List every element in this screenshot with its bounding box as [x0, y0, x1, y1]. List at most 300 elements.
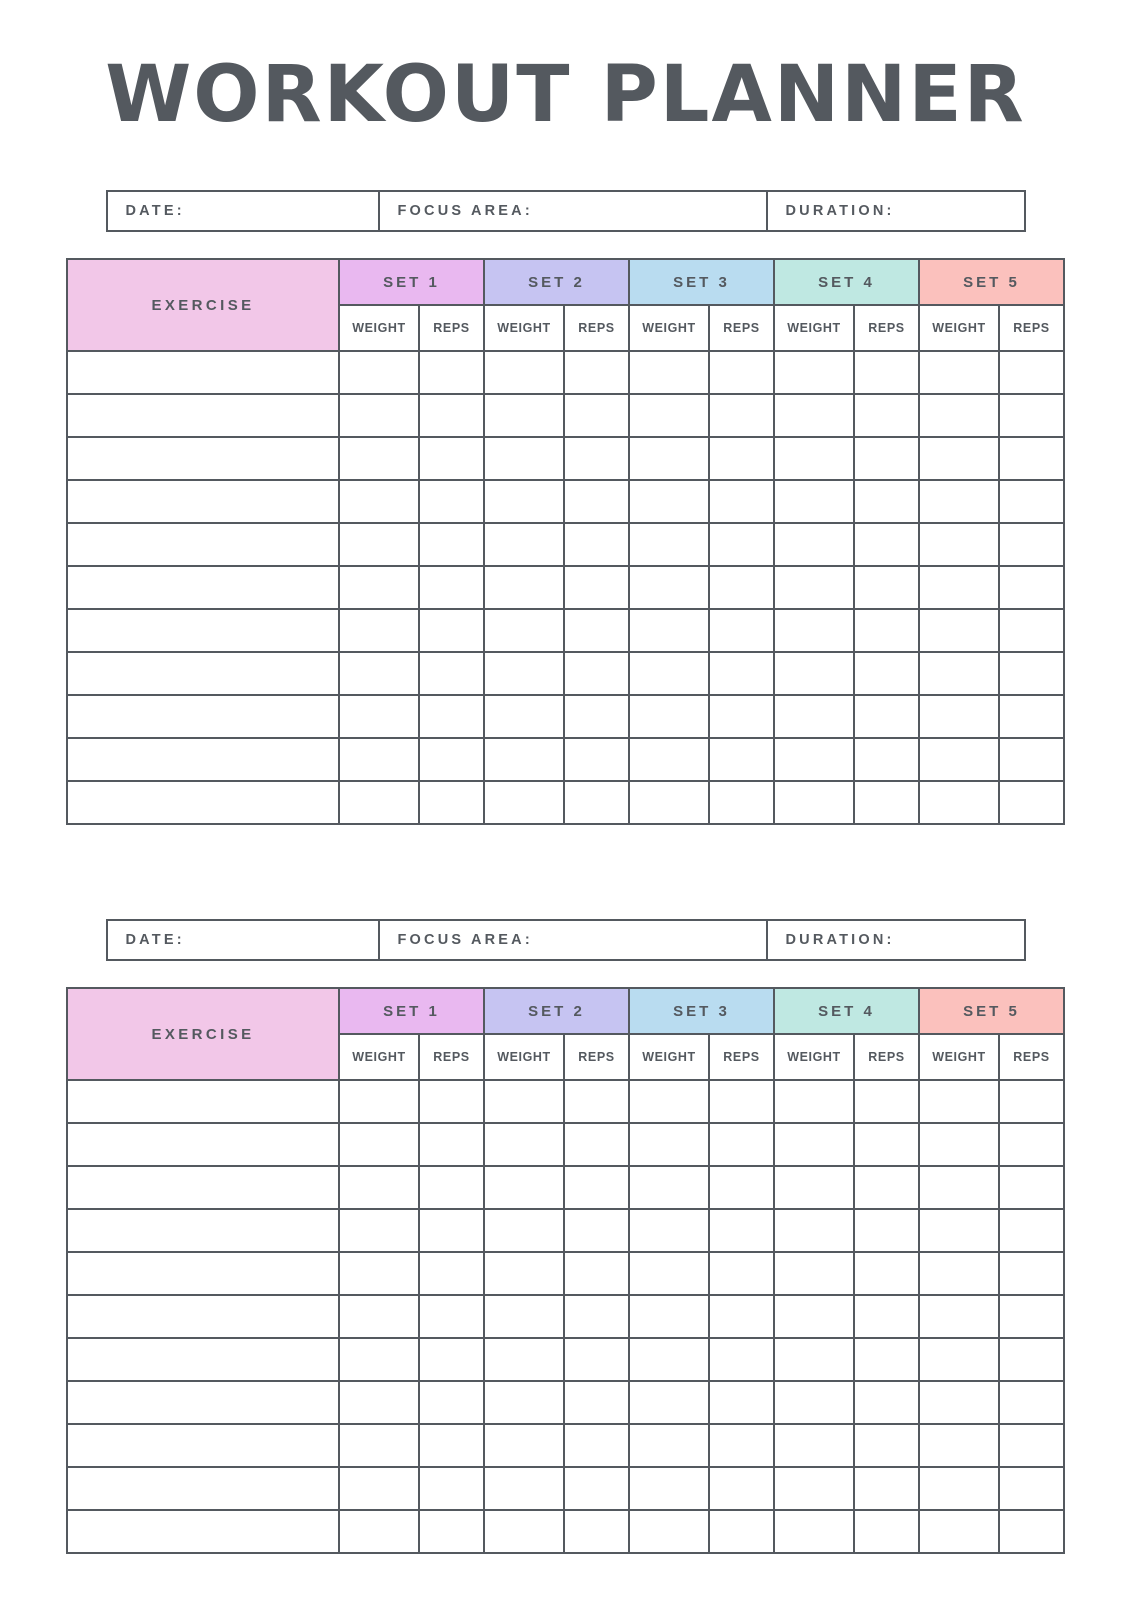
set-2-weight-cell[interactable] [484, 1467, 564, 1510]
set-3-reps-cell[interactable] [709, 1209, 774, 1252]
set-3-reps-cell[interactable] [709, 1381, 774, 1424]
set-2-weight-cell[interactable] [484, 437, 564, 480]
set-5-weight-cell[interactable] [919, 566, 999, 609]
set-2-reps-cell[interactable] [564, 1209, 629, 1252]
set-4-reps-cell[interactable] [854, 1166, 919, 1209]
set-2-weight-cell[interactable] [484, 738, 564, 781]
set-3-weight-header: WEIGHT [629, 1034, 709, 1080]
set-5-reps-cell[interactable] [999, 1424, 1064, 1467]
set-1-weight-cell[interactable] [339, 1080, 419, 1123]
set-5-weight-cell[interactable] [919, 652, 999, 695]
set-5-weight-cell[interactable] [919, 781, 999, 824]
set-3-reps-cell[interactable] [709, 695, 774, 738]
set-4-reps-cell[interactable] [854, 738, 919, 781]
set-1-weight-cell[interactable] [339, 738, 419, 781]
set-4-reps-cell[interactable] [854, 1381, 919, 1424]
exercise-cell[interactable] [67, 1123, 339, 1166]
set-3-weight-cell[interactable] [629, 1123, 709, 1166]
exercise-cell[interactable] [67, 1252, 339, 1295]
set-2-reps-cell[interactable] [564, 1510, 629, 1553]
set-2-weight-cell[interactable] [484, 523, 564, 566]
set-5-weight-cell[interactable] [919, 738, 999, 781]
set-1-reps-cell[interactable] [419, 437, 484, 480]
set-2-weight-header: WEIGHT [484, 305, 564, 351]
set-1-reps-cell[interactable] [419, 394, 484, 437]
set-2-weight-cell[interactable] [484, 566, 564, 609]
set-1-reps-cell[interactable] [419, 1252, 484, 1295]
set-4-reps-cell[interactable] [854, 781, 919, 824]
set-3-reps-cell[interactable] [709, 394, 774, 437]
set-3-weight-cell[interactable] [629, 394, 709, 437]
set-2-reps-cell[interactable] [564, 566, 629, 609]
exercise-cell[interactable] [67, 652, 339, 695]
set-4-weight-cell[interactable] [774, 1080, 854, 1123]
set-2-weight-cell[interactable] [484, 1209, 564, 1252]
exercise-cell[interactable] [67, 1338, 339, 1381]
set-3-reps-cell[interactable] [709, 523, 774, 566]
set-3-reps-cell[interactable] [709, 652, 774, 695]
date-field-2[interactable] [108, 921, 380, 959]
set-3-reps-cell[interactable] [709, 1510, 774, 1553]
set-5-weight-cell[interactable] [919, 523, 999, 566]
set-4-reps-cell[interactable] [854, 566, 919, 609]
set-4-weight-cell[interactable] [774, 609, 854, 652]
set-5-weight-header: WEIGHT [919, 1034, 999, 1080]
set-2-reps-header: REPS [564, 1034, 629, 1080]
set-1-weight-header: WEIGHT [339, 305, 419, 351]
set-3-reps-cell[interactable] [709, 609, 774, 652]
set-5-weight-cell[interactable] [919, 695, 999, 738]
set-1-reps-cell[interactable] [419, 1166, 484, 1209]
set-2-reps-cell[interactable] [564, 437, 629, 480]
set-5-reps-cell[interactable] [999, 1295, 1064, 1338]
set-3-weight-cell[interactable] [629, 1381, 709, 1424]
set-1-reps-cell[interactable] [419, 1510, 484, 1553]
set-2-weight-cell[interactable] [484, 480, 564, 523]
exercise-column-header: EXERCISE [67, 988, 339, 1080]
table-row [67, 1209, 1064, 1252]
set-2-reps-cell[interactable] [564, 781, 629, 824]
set-3-weight-cell[interactable] [629, 1424, 709, 1467]
set-5-reps-cell[interactable] [999, 738, 1064, 781]
set-5-weight-cell[interactable] [919, 1467, 999, 1510]
set-2-reps-cell[interactable] [564, 695, 629, 738]
set-3-reps-cell[interactable] [709, 738, 774, 781]
set-5-reps-cell[interactable] [999, 351, 1064, 394]
set-1-weight-cell[interactable] [339, 437, 419, 480]
set-4-weight-cell[interactable] [774, 351, 854, 394]
set-2-reps-header: REPS [564, 305, 629, 351]
set-4-weight-cell[interactable] [774, 1295, 854, 1338]
set-4-reps-cell[interactable] [854, 652, 919, 695]
set-5-reps-cell[interactable] [999, 781, 1064, 824]
set-4-reps-cell[interactable] [854, 1424, 919, 1467]
exercise-cell[interactable] [67, 523, 339, 566]
exercise-cell[interactable] [67, 351, 339, 394]
duration-label: DURATION: [785, 932, 895, 948]
table-row [67, 523, 1064, 566]
set-1-reps-cell[interactable] [419, 480, 484, 523]
set-2-reps-cell[interactable] [564, 480, 629, 523]
table-header-2 [67, 988, 1064, 1080]
set-4-reps-cell[interactable] [854, 394, 919, 437]
set-1-weight-cell[interactable] [339, 652, 419, 695]
set-1-reps-cell[interactable] [419, 781, 484, 824]
set-3-weight-cell[interactable] [629, 1166, 709, 1209]
set-5-reps-cell[interactable] [999, 1338, 1064, 1381]
exercise-cell[interactable] [67, 738, 339, 781]
exercise-cell[interactable] [67, 1166, 339, 1209]
set-2-reps-cell[interactable] [564, 1166, 629, 1209]
set-3-weight-cell[interactable] [629, 1295, 709, 1338]
set-1-weight-cell[interactable] [339, 1209, 419, 1252]
set-1-weight-cell[interactable] [339, 1510, 419, 1553]
set-2-weight-cell[interactable] [484, 1166, 564, 1209]
set-4-reps-cell[interactable] [854, 1295, 919, 1338]
set-5-weight-cell[interactable] [919, 351, 999, 394]
set-4-weight-cell[interactable] [774, 1424, 854, 1467]
set-4-weight-cell[interactable] [774, 394, 854, 437]
set-5-weight-cell[interactable] [919, 437, 999, 480]
set-4-weight-cell[interactable] [774, 1467, 854, 1510]
exercise-cell[interactable] [67, 1381, 339, 1424]
set-4-reps-header: REPS [854, 305, 919, 351]
set-2-weight-cell[interactable] [484, 781, 564, 824]
set-1-weight-cell[interactable] [339, 609, 419, 652]
set-2-reps-cell[interactable] [564, 1338, 629, 1381]
set-1-reps-cell[interactable] [419, 523, 484, 566]
set-2-weight-cell[interactable] [484, 1080, 564, 1123]
set-4-reps-cell[interactable] [854, 351, 919, 394]
set-1-weight-cell[interactable] [339, 480, 419, 523]
info-bar-section-2 [106, 919, 1026, 961]
set-1-header: SET 1 [339, 259, 484, 305]
set-1-weight-cell[interactable] [339, 1424, 419, 1467]
set-2-weight-cell[interactable] [484, 1338, 564, 1381]
set-4-reps-cell[interactable] [854, 1510, 919, 1553]
set-5-weight-cell[interactable] [919, 480, 999, 523]
set-3-reps-cell[interactable] [709, 1467, 774, 1510]
set-1-reps-cell[interactable] [419, 1209, 484, 1252]
table-row [67, 781, 1064, 824]
set-5-reps-cell[interactable] [999, 1209, 1064, 1252]
exercise-cell[interactable] [67, 394, 339, 437]
set-2-reps-cell[interactable] [564, 394, 629, 437]
set-2-reps-cell[interactable] [564, 1080, 629, 1123]
set-4-reps-header: REPS [854, 1034, 919, 1080]
table-row [67, 566, 1064, 609]
set-2-weight-cell[interactable] [484, 351, 564, 394]
set-5-weight-cell[interactable] [919, 609, 999, 652]
set-5-reps-cell[interactable] [999, 566, 1064, 609]
set-5-weight-header: WEIGHT [919, 305, 999, 351]
set-3-weight-cell[interactable] [629, 1252, 709, 1295]
table-body-2 [67, 1080, 1064, 1553]
set-2-weight-cell[interactable] [484, 1252, 564, 1295]
set-1-reps-cell[interactable] [419, 1424, 484, 1467]
set-1-header: SET 1 [339, 988, 484, 1034]
exercise-cell[interactable] [67, 1424, 339, 1467]
exercise-cell[interactable] [67, 1080, 339, 1123]
table-row [67, 480, 1064, 523]
exercise-cell[interactable] [67, 781, 339, 824]
set-5-reps-cell[interactable] [999, 523, 1064, 566]
set-1-reps-cell[interactable] [419, 609, 484, 652]
set-1-weight-cell[interactable] [339, 1381, 419, 1424]
set-1-weight-cell[interactable] [339, 1252, 419, 1295]
set-3-weight-cell[interactable] [629, 480, 709, 523]
set-1-weight-cell[interactable] [339, 1295, 419, 1338]
set-3-reps-cell[interactable] [709, 1424, 774, 1467]
set-2-reps-cell[interactable] [564, 1381, 629, 1424]
set-5-weight-cell[interactable] [919, 1252, 999, 1295]
set-3-reps-cell[interactable] [709, 480, 774, 523]
set-5-reps-cell[interactable] [999, 1510, 1064, 1553]
set-4-weight-header: WEIGHT [774, 305, 854, 351]
set-2-reps-cell[interactable] [564, 1295, 629, 1338]
exercise-cell[interactable] [67, 1467, 339, 1510]
set-1-weight-cell[interactable] [339, 695, 419, 738]
table-header-1 [67, 259, 1064, 351]
set-2-weight-cell[interactable] [484, 695, 564, 738]
set-5-weight-cell[interactable] [919, 1080, 999, 1123]
set-4-reps-cell[interactable] [854, 695, 919, 738]
set-1-weight-cell[interactable] [339, 781, 419, 824]
set-3-reps-cell[interactable] [709, 1123, 774, 1166]
set-1-weight-cell[interactable] [339, 351, 419, 394]
set-4-reps-cell[interactable] [854, 1338, 919, 1381]
set-1-reps-cell[interactable] [419, 652, 484, 695]
set-2-header: SET 2 [484, 259, 629, 305]
set-5-reps-cell[interactable] [999, 1166, 1064, 1209]
set-3-reps-cell[interactable] [709, 566, 774, 609]
table-row [67, 1381, 1064, 1424]
set-4-reps-cell[interactable] [854, 1252, 919, 1295]
set-2-reps-cell[interactable] [564, 609, 629, 652]
exercise-cell[interactable] [67, 1510, 339, 1553]
set-1-reps-cell[interactable] [419, 738, 484, 781]
date-field-1[interactable] [108, 192, 380, 230]
set-5-weight-cell[interactable] [919, 1338, 999, 1381]
set-5-weight-cell[interactable] [919, 1209, 999, 1252]
set-2-weight-cell[interactable] [484, 609, 564, 652]
table-row [67, 652, 1064, 695]
table-row [67, 1252, 1064, 1295]
set-2-weight-cell[interactable] [484, 1123, 564, 1166]
set-5-weight-cell[interactable] [919, 1510, 999, 1553]
set-1-weight-cell[interactable] [339, 1166, 419, 1209]
date-label: DATE: [125, 932, 185, 948]
set-1-reps-cell[interactable] [419, 1467, 484, 1510]
set-5-reps-cell[interactable] [999, 394, 1064, 437]
set-3-weight-cell[interactable] [629, 1338, 709, 1381]
table-row [67, 1123, 1064, 1166]
table-row [67, 738, 1064, 781]
set-3-reps-cell[interactable] [709, 1295, 774, 1338]
set-5-reps-cell[interactable] [999, 1080, 1064, 1123]
set-4-weight-cell[interactable] [774, 566, 854, 609]
set-2-reps-cell[interactable] [564, 738, 629, 781]
set-4-reps-cell[interactable] [854, 1123, 919, 1166]
set-4-weight-cell[interactable] [774, 480, 854, 523]
set-4-weight-cell[interactable] [774, 781, 854, 824]
set-4-reps-cell[interactable] [854, 1080, 919, 1123]
focus-area-field-2[interactable] [380, 921, 768, 959]
table-row [67, 437, 1064, 480]
duration-label: DURATION: [785, 203, 895, 219]
set-3-weight-cell[interactable] [629, 652, 709, 695]
set-5-reps-cell[interactable] [999, 609, 1064, 652]
table-row [67, 351, 1064, 394]
set-3-weight-cell[interactable] [629, 566, 709, 609]
set-3-weight-cell[interactable] [629, 1510, 709, 1553]
set-5-reps-cell[interactable] [999, 1123, 1064, 1166]
set-2-weight-cell[interactable] [484, 1510, 564, 1553]
set-1-weight-cell[interactable] [339, 394, 419, 437]
set-2-reps-cell[interactable] [564, 351, 629, 394]
set-4-reps-cell[interactable] [854, 480, 919, 523]
set-2-reps-cell[interactable] [564, 523, 629, 566]
set-2-reps-cell[interactable] [564, 1467, 629, 1510]
set-1-reps-cell[interactable] [419, 1338, 484, 1381]
set-3-weight-cell[interactable] [629, 1080, 709, 1123]
set-1-weight-cell[interactable] [339, 523, 419, 566]
section-spacer [0, 825, 1131, 863]
set-3-weight-cell[interactable] [629, 1467, 709, 1510]
set-4-weight-cell[interactable] [774, 738, 854, 781]
set-5-weight-cell[interactable] [919, 1123, 999, 1166]
set-5-reps-cell[interactable] [999, 437, 1064, 480]
set-3-reps-cell[interactable] [709, 351, 774, 394]
focus-area-field-1[interactable] [380, 192, 768, 230]
set-5-weight-cell[interactable] [919, 1295, 999, 1338]
set-4-weight-cell[interactable] [774, 1166, 854, 1209]
set-3-header: SET 3 [629, 988, 774, 1034]
set-4-weight-cell[interactable] [774, 1209, 854, 1252]
set-4-reps-cell[interactable] [854, 437, 919, 480]
set-3-weight-cell[interactable] [629, 351, 709, 394]
set-4-weight-cell[interactable] [774, 1338, 854, 1381]
set-4-weight-cell[interactable] [774, 1381, 854, 1424]
set-2-weight-cell[interactable] [484, 1295, 564, 1338]
set-4-weight-cell[interactable] [774, 695, 854, 738]
exercise-cell[interactable] [67, 480, 339, 523]
set-1-reps-cell[interactable] [419, 1080, 484, 1123]
set-1-reps-cell[interactable] [419, 566, 484, 609]
set-3-reps-cell[interactable] [709, 1252, 774, 1295]
set-5-reps-header: REPS [999, 1034, 1064, 1080]
set-3-reps-cell[interactable] [709, 781, 774, 824]
set-5-reps-cell[interactable] [999, 1381, 1064, 1424]
set-5-weight-cell[interactable] [919, 1381, 999, 1424]
set-3-reps-cell[interactable] [709, 1080, 774, 1123]
table-row [67, 1295, 1064, 1338]
set-2-weight-header: WEIGHT [484, 1034, 564, 1080]
set-2-weight-cell[interactable] [484, 1381, 564, 1424]
set-4-weight-cell[interactable] [774, 437, 854, 480]
set-4-weight-cell[interactable] [774, 1252, 854, 1295]
set-2-weight-cell[interactable] [484, 652, 564, 695]
set-4-reps-cell[interactable] [854, 609, 919, 652]
exercise-cell[interactable] [67, 1295, 339, 1338]
set-3-weight-cell[interactable] [629, 738, 709, 781]
set-5-reps-cell[interactable] [999, 480, 1064, 523]
set-5-reps-cell[interactable] [999, 652, 1064, 695]
exercise-cell[interactable] [67, 437, 339, 480]
set-5-reps-header: REPS [999, 305, 1064, 351]
set-5-weight-cell[interactable] [919, 1424, 999, 1467]
set-3-weight-cell[interactable] [629, 609, 709, 652]
set-2-weight-cell[interactable] [484, 394, 564, 437]
set-4-weight-cell[interactable] [774, 1123, 854, 1166]
set-2-reps-cell[interactable] [564, 1252, 629, 1295]
table-row [67, 1338, 1064, 1381]
set-5-weight-cell[interactable] [919, 1166, 999, 1209]
set-5-reps-cell[interactable] [999, 695, 1064, 738]
set-3-weight-cell[interactable] [629, 781, 709, 824]
exercise-column-header: EXERCISE [67, 259, 339, 351]
set-1-weight-cell[interactable] [339, 1123, 419, 1166]
exercise-cell[interactable] [67, 566, 339, 609]
set-3-weight-cell[interactable] [629, 1209, 709, 1252]
set-1-reps-cell[interactable] [419, 1295, 484, 1338]
set-3-reps-header: REPS [709, 305, 774, 351]
table-row [67, 695, 1064, 738]
set-1-weight-cell[interactable] [339, 566, 419, 609]
set-2-weight-cell[interactable] [484, 1424, 564, 1467]
set-1-weight-cell[interactable] [339, 1467, 419, 1510]
duration-field-1[interactable] [768, 192, 1024, 230]
set-3-weight-cell[interactable] [629, 523, 709, 566]
set-4-reps-cell[interactable] [854, 1209, 919, 1252]
set-2-reps-cell[interactable] [564, 1123, 629, 1166]
set-3-weight-cell[interactable] [629, 437, 709, 480]
set-1-reps-cell[interactable] [419, 1123, 484, 1166]
set-1-reps-cell[interactable] [419, 351, 484, 394]
exercise-cell[interactable] [67, 609, 339, 652]
set-3-weight-cell[interactable] [629, 695, 709, 738]
set-1-reps-cell[interactable] [419, 1381, 484, 1424]
set-4-header: SET 4 [774, 259, 919, 305]
set-2-header: SET 2 [484, 988, 629, 1034]
table-row [67, 609, 1064, 652]
table-row [67, 1424, 1064, 1467]
set-2-reps-cell[interactable] [564, 652, 629, 695]
set-4-weight-cell[interactable] [774, 1510, 854, 1553]
set-4-weight-cell[interactable] [774, 652, 854, 695]
set-1-weight-cell[interactable] [339, 1338, 419, 1381]
exercise-cell[interactable] [67, 695, 339, 738]
set-5-reps-cell[interactable] [999, 1252, 1064, 1295]
set-5-weight-cell[interactable] [919, 394, 999, 437]
set-4-reps-cell[interactable] [854, 1467, 919, 1510]
duration-field-2[interactable] [768, 921, 1024, 959]
set-1-reps-cell[interactable] [419, 695, 484, 738]
set-3-header: SET 3 [629, 259, 774, 305]
set-4-reps-cell[interactable] [854, 523, 919, 566]
set-5-header: SET 5 [919, 988, 1064, 1034]
set-2-reps-cell[interactable] [564, 1424, 629, 1467]
set-1-weight-header: WEIGHT [339, 1034, 419, 1080]
exercise-cell[interactable] [67, 1209, 339, 1252]
set-4-weight-cell[interactable] [774, 523, 854, 566]
set-3-reps-cell[interactable] [709, 1338, 774, 1381]
set-5-reps-cell[interactable] [999, 1467, 1064, 1510]
set-3-reps-header: REPS [709, 1034, 774, 1080]
set-3-reps-cell[interactable] [709, 437, 774, 480]
workout-table-2 [66, 987, 1065, 1554]
set-3-reps-cell[interactable] [709, 1166, 774, 1209]
